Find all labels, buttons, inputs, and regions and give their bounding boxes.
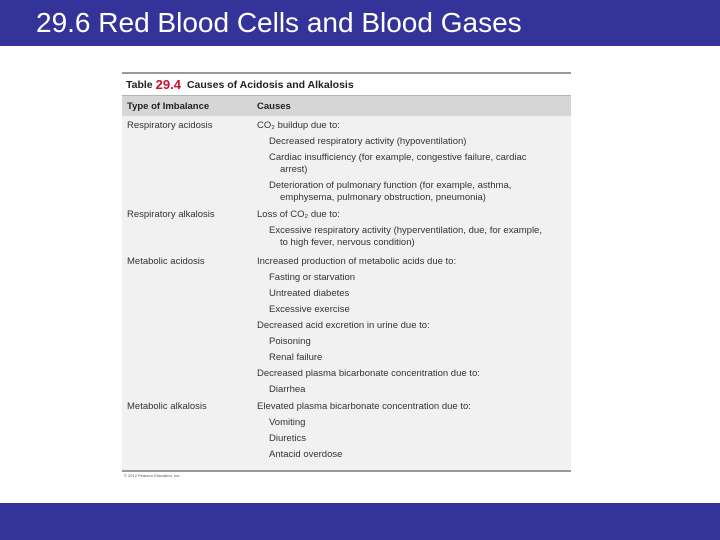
cause-cell: Antacid overdose (269, 449, 343, 460)
cause-cell: Decreased respiratory activity (hypoventilation) (269, 136, 467, 147)
cause-cell: Increased production of metabolic acids due to: (257, 256, 457, 267)
cause-cell: Vomiting (269, 417, 306, 428)
table-caption-text: Causes of Acidosis and Alkalosis (186, 78, 354, 91)
cause-cell: Deterioration of pulmonary function (for example, asthma, (269, 180, 512, 191)
cause-cell: arrest) (280, 164, 308, 175)
bottom-bar (0, 503, 720, 540)
table-label: Table (126, 78, 153, 91)
imbalance-type-cell: Respiratory alkalosis (127, 209, 215, 220)
cause-cell: Poisoning (269, 336, 311, 347)
cause-cell: Loss of CO₂ due to: (257, 209, 340, 220)
cause-cell: Decreased plasma bicarbonate concentration due to: (257, 368, 480, 379)
table-header-row (122, 96, 571, 116)
cause-cell: Cardiac insufficiency (for example, congestive failure, cardiac (269, 152, 527, 163)
cause-cell: CO₂ buildup due to: (257, 120, 340, 131)
cause-cell: Excessive respiratory activity (hyperventilation, due, for example, (269, 225, 542, 236)
copyright-note: © 2012 Pearson Education, Inc. (124, 473, 181, 478)
cause-cell: Untreated diabetes (269, 288, 350, 299)
cause-cell: Fasting or starvation (269, 272, 356, 283)
cause-cell: Excessive exercise (269, 304, 350, 315)
table-number: 29.4 (155, 77, 181, 92)
header-type-of-imbalance: Type of Imbalance (127, 101, 210, 112)
table-panel (122, 72, 571, 472)
imbalance-type-cell: Metabolic alkalosis (127, 401, 207, 412)
imbalance-type-cell: Metabolic acidosis (127, 256, 205, 267)
cause-cell: Diuretics (269, 433, 306, 444)
table-caption (122, 72, 571, 96)
slide-title: 29.6 Red Blood Cells and Blood Gases (36, 7, 522, 38)
cause-cell: Diarrhea (269, 384, 306, 395)
cause-cell: emphysema, pulmonary obstruction, pneumonia) (280, 192, 486, 203)
title-bar (0, 0, 720, 46)
cause-cell: Decreased acid excretion in urine due to: (257, 320, 430, 331)
cause-cell: Elevated plasma bicarbonate concentration due to: (257, 401, 471, 412)
cause-cell: Renal failure (269, 352, 323, 363)
header-causes: Causes (257, 101, 291, 112)
imbalance-type-cell: Respiratory acidosis (127, 120, 213, 131)
cause-cell: to high fever, nervous condition) (280, 237, 415, 248)
